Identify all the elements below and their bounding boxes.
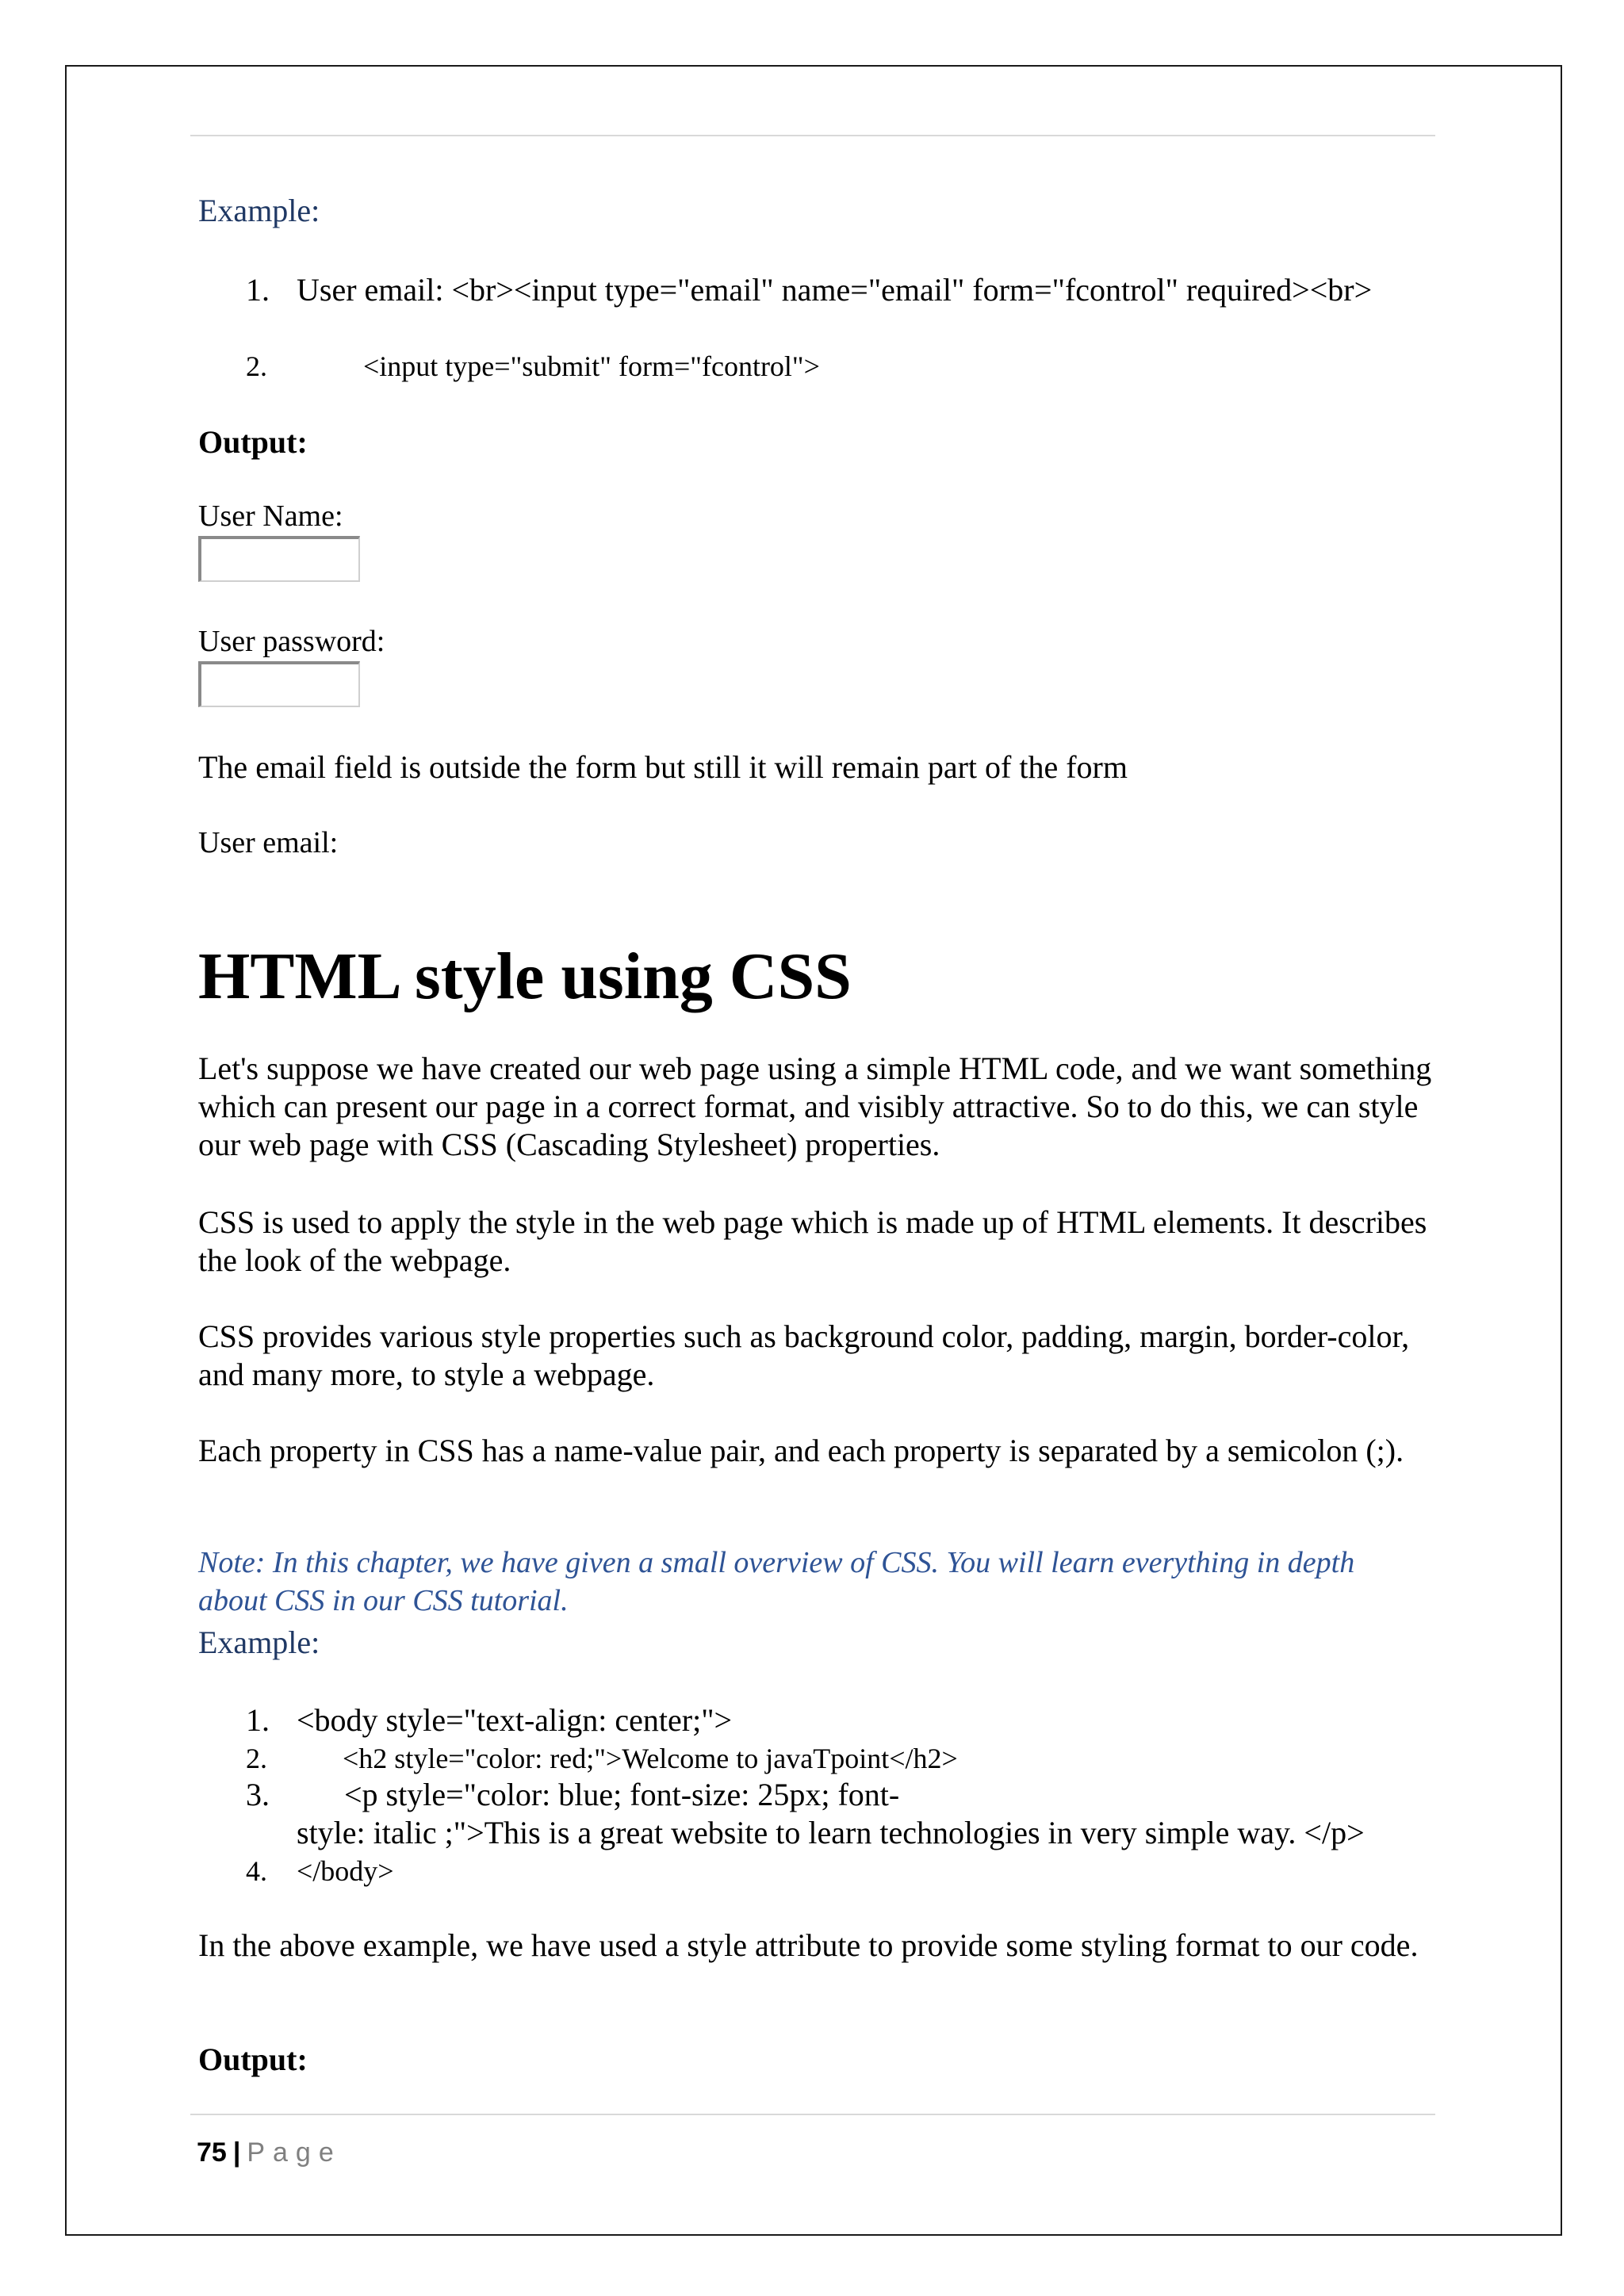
email-label: User email:	[198, 826, 339, 859]
username-label: User Name:	[198, 499, 343, 533]
page-word: Page	[247, 2137, 342, 2168]
paragraph: CSS provides various style properties such as background color, padding, margin, border-color, and many more, to style a webpage.	[198, 1318, 1410, 1392]
code-line-number: 2.	[246, 350, 267, 382]
code-line: User email: <br><input type="email" name="email" form="fcontrol" required><br>	[297, 272, 1373, 308]
footer-rule	[190, 2114, 1435, 2115]
example-label: Example:	[198, 1624, 320, 1660]
password-input[interactable]	[198, 661, 360, 707]
code-line: style: italic ;">This is a great website to learn technologies in very simple way. </p>	[297, 1815, 1365, 1850]
note-text: Note: In this chapter, we have given a small overview of CSS. You will learn everything in depth	[198, 1546, 1355, 1579]
footer-separator: |	[232, 2137, 241, 2168]
example-label: Example:	[198, 193, 320, 228]
code-line-number: 1.	[246, 1702, 270, 1738]
code-line: </body>	[297, 1855, 394, 1887]
section-heading: HTML style using CSS	[198, 939, 852, 1013]
password-label: User password:	[198, 625, 385, 658]
code-line: <p style="color: blue; font-size: 25px; font-	[344, 1777, 900, 1812]
note-text: about CSS in our CSS tutorial.	[198, 1584, 569, 1617]
code-line-number: 4.	[246, 1855, 267, 1887]
username-input[interactable]	[198, 536, 360, 582]
output-label: Output:	[198, 424, 308, 460]
output-label: Output:	[198, 2042, 308, 2077]
code-line-number: 1.	[246, 272, 270, 308]
code-line-number: 2.	[246, 1743, 267, 1774]
page-number: 75	[197, 2137, 227, 2168]
page-footer	[197, 2137, 342, 2168]
paragraph: CSS is used to apply the style in the web page which is made up of HTML elements. It describes the look of the webpage.	[198, 1204, 1427, 1278]
paragraph: Each property in CSS has a name-value pair, and each property is separated by a semicolon (;).	[198, 1433, 1404, 1468]
header-rule	[190, 135, 1435, 136]
code-line: <input type="submit" form="fcontrol">	[363, 350, 820, 382]
paragraph: Let's suppose we have created our web page using a simple HTML code, and we want something which can present our page in a correct format, and visibly attractive. So to do this, we can style our web page with CSS (Cascading Stylesheet) properties.	[198, 1050, 1432, 1162]
code-line-number: 3.	[246, 1777, 270, 1812]
paragraph: In the above example, we have used a style attribute to provide some styling format to our code.	[198, 1927, 1419, 1963]
code-line: <body style="text-align: center;">	[297, 1702, 733, 1738]
output-note: The email field is outside the form but still it will remain part of the form	[198, 749, 1128, 785]
code-line: <h2 style="color: red;">Welcome to javaTpoint</h2>	[343, 1743, 958, 1774]
